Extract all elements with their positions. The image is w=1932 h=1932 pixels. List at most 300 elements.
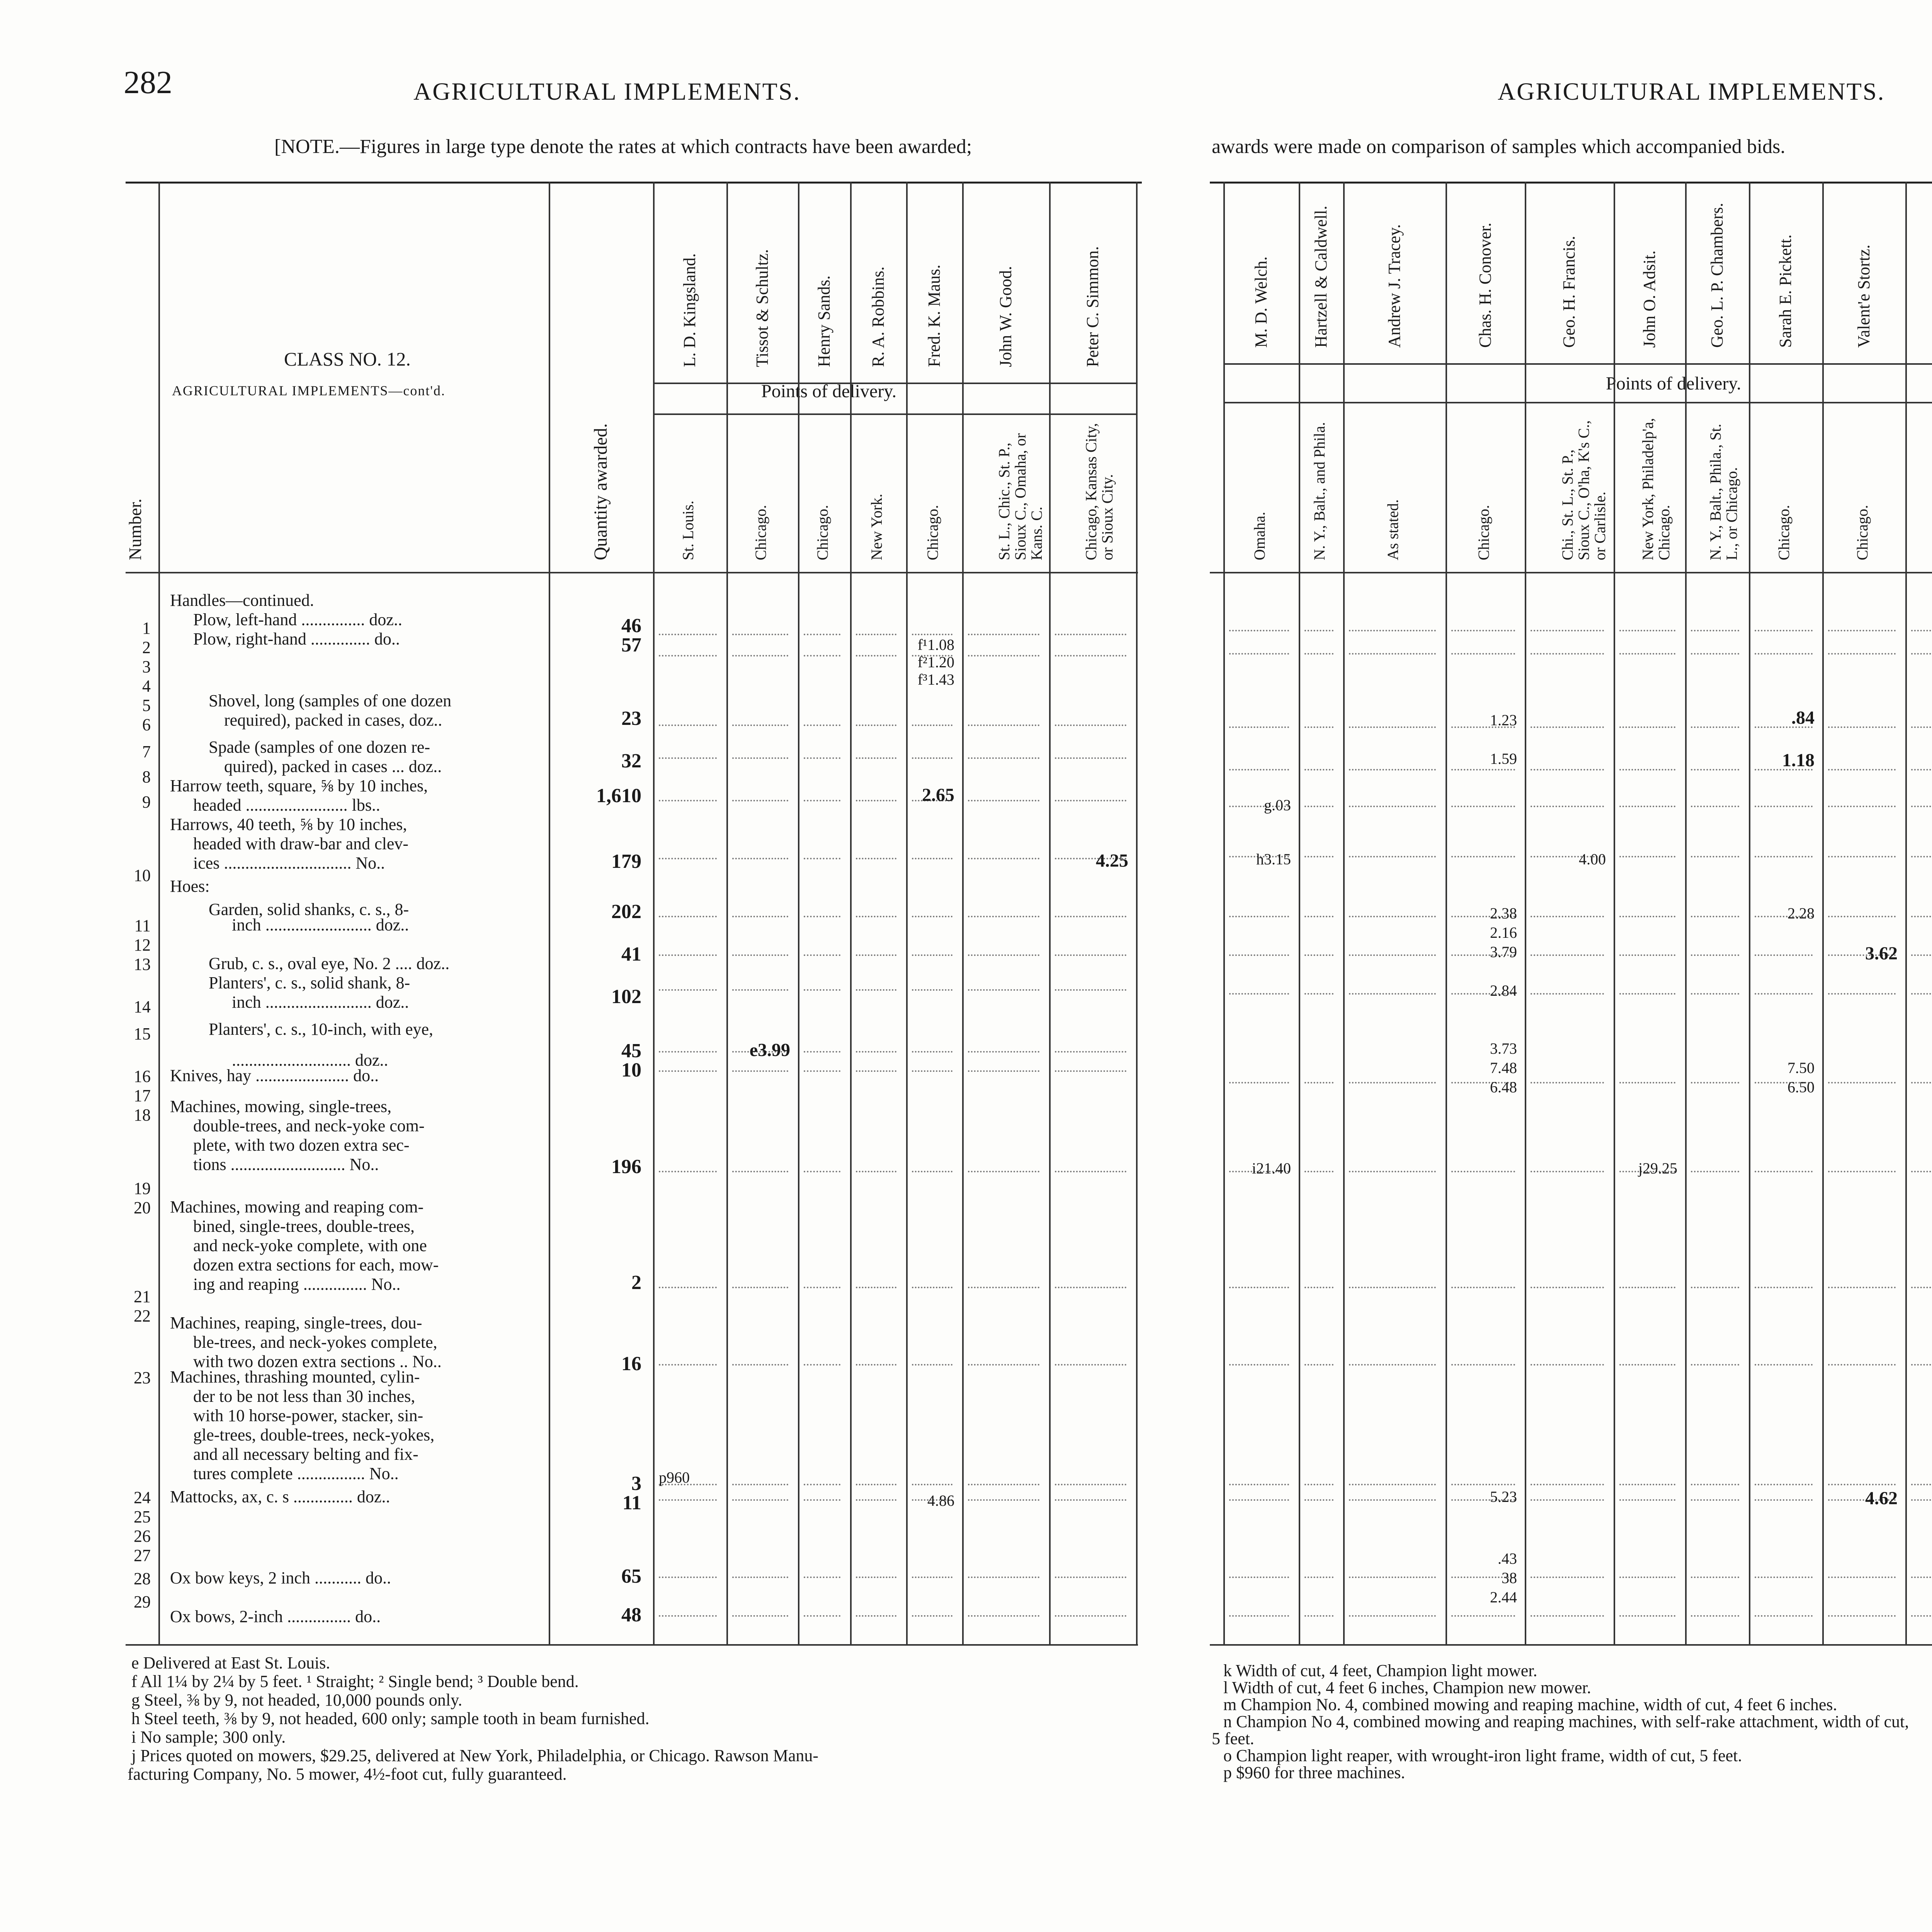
dot-leader bbox=[804, 858, 840, 859]
point-of-delivery: New York, Philadelp'a, Chicago. bbox=[1639, 418, 1673, 560]
dot-leader bbox=[1691, 993, 1739, 995]
bid-value: 1.18 bbox=[1782, 750, 1815, 770]
footnote: m Champion No. 4, combined mowing and reaping machine, width of cut, 4 feet 6 inches. bbox=[1223, 1695, 1837, 1714]
dot-leader bbox=[1691, 1615, 1739, 1617]
quantity-awarded: 196 bbox=[611, 1156, 641, 1178]
dot-leader bbox=[856, 1577, 896, 1578]
row-number: 23 bbox=[134, 1368, 151, 1387]
dot-leader bbox=[659, 1577, 717, 1578]
bid-value: 2.84 bbox=[1490, 982, 1517, 999]
item-description: ble-trees, and neck-yokes complete, bbox=[193, 1333, 437, 1352]
dot-leader bbox=[856, 1499, 896, 1501]
point-of-delivery: As stated. bbox=[1384, 499, 1401, 560]
top-rule bbox=[126, 182, 1142, 184]
dot-leader bbox=[1691, 1484, 1739, 1485]
header-rule bbox=[1223, 402, 1932, 403]
bid-value: 1.23 bbox=[1490, 711, 1517, 729]
bottom-rule bbox=[1210, 1644, 1932, 1646]
dot-leader bbox=[1691, 653, 1739, 655]
bid-value: g.03 bbox=[1264, 796, 1291, 814]
dot-leader bbox=[856, 1615, 896, 1617]
bid-value: 4.25 bbox=[1096, 850, 1128, 871]
dot-leader bbox=[732, 1577, 788, 1578]
row-number: 22 bbox=[134, 1306, 151, 1325]
dot-leader bbox=[968, 1577, 1039, 1578]
bid-value: 3.62 bbox=[1865, 943, 1898, 964]
item-description: tions ........................... No.. bbox=[193, 1155, 379, 1174]
dot-leader bbox=[912, 916, 952, 917]
dot-leader bbox=[912, 1615, 952, 1617]
row-number: 6 bbox=[142, 715, 151, 734]
dot-leader bbox=[912, 1051, 952, 1053]
dot-leader bbox=[804, 1484, 840, 1485]
column-rule bbox=[1223, 182, 1225, 1644]
dot-leader bbox=[1755, 1615, 1813, 1617]
dot-leader bbox=[659, 800, 717, 801]
item-description: Machines, thrashing mounted, cylin- bbox=[170, 1367, 420, 1386]
bid-value bbox=[1905, 1159, 1932, 1177]
dot-leader bbox=[1055, 916, 1126, 917]
row-number: 15 bbox=[134, 1024, 151, 1043]
dot-leader bbox=[1531, 993, 1604, 995]
dot-leader bbox=[1349, 1577, 1436, 1578]
dot-leader bbox=[804, 1051, 840, 1053]
row-number: 20 bbox=[134, 1198, 151, 1217]
bidder-name: R. A. Robbins. bbox=[868, 266, 888, 367]
dot-leader bbox=[968, 954, 1039, 956]
dot-leader bbox=[1229, 1615, 1289, 1617]
dot-leader bbox=[1619, 726, 1675, 728]
bidder-name: Hartzell & Caldwell. bbox=[1311, 206, 1330, 348]
dot-leader bbox=[856, 1364, 896, 1366]
dot-leader bbox=[1349, 726, 1436, 728]
dot-leader bbox=[1304, 1499, 1333, 1501]
item-description: ............................ doz.. bbox=[232, 1051, 388, 1070]
point-of-delivery: Chicago, Kansas City, or Sioux City. bbox=[1082, 423, 1116, 560]
dot-leader bbox=[804, 757, 840, 759]
quantity-awarded: 2 bbox=[631, 1272, 641, 1294]
dot-leader bbox=[732, 1287, 788, 1288]
footnote: o Champion light reaper, with wrought-iron light frame, width of cut, 5 feet. bbox=[1223, 1746, 1742, 1765]
row-number: 21 bbox=[134, 1287, 151, 1306]
item-description: Machines, reaping, single-trees, dou- bbox=[170, 1313, 422, 1332]
bidder-name: John W. Good. bbox=[996, 266, 1015, 367]
dot-leader bbox=[1755, 856, 1813, 857]
dot-leader bbox=[1619, 993, 1675, 995]
dot-leader bbox=[1531, 653, 1604, 655]
dot-leader bbox=[968, 916, 1039, 917]
dot-leader bbox=[1451, 1364, 1515, 1366]
dot-leader bbox=[1304, 1287, 1333, 1288]
dot-leader bbox=[912, 1484, 952, 1485]
dot-leader bbox=[1229, 1484, 1289, 1485]
dot-leader bbox=[804, 634, 840, 635]
dot-leader bbox=[912, 1171, 952, 1172]
dot-leader bbox=[1531, 630, 1604, 631]
dot-leader bbox=[732, 757, 788, 759]
dot-leader bbox=[856, 724, 896, 726]
dot-leader bbox=[1911, 726, 1932, 728]
dot-leader bbox=[1451, 856, 1515, 857]
item-description: Planters', c. s., 10-inch, with eye, bbox=[209, 1020, 434, 1039]
dot-leader bbox=[1055, 634, 1126, 635]
dot-leader bbox=[1531, 1577, 1604, 1578]
bidder-name: Henry Sands. bbox=[814, 275, 833, 367]
dot-leader bbox=[804, 916, 840, 917]
item-description: and neck-yoke complete, with one bbox=[193, 1236, 427, 1255]
point-of-delivery: Chicago. bbox=[1475, 505, 1492, 560]
dot-leader bbox=[804, 1577, 840, 1578]
column-rule bbox=[1136, 182, 1138, 1644]
class-subtitle: AGRICULTURAL IMPLEMENTS—cont'd. bbox=[172, 383, 446, 398]
dot-leader bbox=[1911, 1499, 1932, 1501]
dot-leader bbox=[1055, 1615, 1126, 1617]
bid-value bbox=[1905, 1179, 1932, 1200]
dot-leader bbox=[1911, 954, 1932, 956]
item-description: Ox bow keys, 2 inch ........... do.. bbox=[170, 1568, 391, 1587]
point-of-delivery: Chicago. bbox=[752, 505, 769, 560]
dot-leader bbox=[1531, 1364, 1604, 1366]
dot-leader bbox=[856, 1070, 896, 1072]
dot-leader bbox=[1619, 1615, 1675, 1617]
item-description: Machines, mowing, single-trees, bbox=[170, 1097, 392, 1116]
points-of-delivery: Points of delivery. bbox=[761, 381, 897, 401]
dot-leader bbox=[1691, 726, 1739, 728]
dot-leader bbox=[1055, 1070, 1126, 1072]
dot-leader bbox=[1691, 769, 1739, 770]
row-number: 1 bbox=[142, 619, 151, 638]
point-of-delivery: N. Y., Balt., and Phila. bbox=[1310, 422, 1328, 560]
dot-leader bbox=[1619, 1364, 1675, 1366]
dot-leader bbox=[659, 724, 717, 726]
row-number: 28 bbox=[134, 1569, 151, 1588]
footnote: i No sample; 300 only. bbox=[131, 1728, 286, 1747]
dot-leader bbox=[968, 1051, 1039, 1053]
row-number: 18 bbox=[134, 1105, 151, 1124]
item-description: required), packed in cases, doz.. bbox=[224, 711, 442, 730]
dot-leader bbox=[659, 858, 717, 859]
dot-leader bbox=[732, 724, 788, 726]
dot-leader bbox=[856, 1484, 896, 1485]
bidder-name: M. D. Welch. bbox=[1251, 256, 1270, 348]
dot-leader bbox=[1691, 1287, 1739, 1288]
bid-value bbox=[1905, 1352, 1932, 1374]
bid-value bbox=[1905, 1294, 1932, 1313]
quantity-awarded: 48 bbox=[621, 1604, 641, 1626]
dot-leader bbox=[1828, 653, 1896, 655]
bid-value: 4.62 bbox=[1865, 1488, 1898, 1509]
dot-leader bbox=[804, 954, 840, 956]
dot-leader bbox=[804, 1364, 840, 1366]
item-description: Garden, solid shanks, c. s., 8- bbox=[209, 900, 409, 919]
point-of-delivery: Chicago. bbox=[813, 505, 831, 560]
dot-leader bbox=[1304, 1484, 1333, 1485]
column-rule bbox=[158, 182, 160, 1644]
dot-leader bbox=[804, 800, 840, 801]
footnote: facturing Company, No. 5 mower, 4½-foot cut, fully guaranteed. bbox=[128, 1765, 567, 1784]
dot-leader bbox=[968, 655, 1039, 656]
bidder-name: Geo. L. P. Chambers. bbox=[1707, 202, 1726, 348]
column-rule bbox=[1685, 182, 1687, 1644]
item-description: quired), packed in cases ... doz.. bbox=[224, 757, 442, 776]
dot-leader bbox=[1531, 769, 1604, 770]
item-description: Plow, right-hand .............. do.. bbox=[193, 629, 400, 648]
row-number: 9 bbox=[142, 793, 151, 811]
dot-leader bbox=[732, 1070, 788, 1072]
dot-leader bbox=[968, 1364, 1039, 1366]
dot-leader bbox=[1691, 1364, 1739, 1366]
dot-leader bbox=[1349, 954, 1436, 956]
dot-leader bbox=[1691, 916, 1739, 917]
header-rule bbox=[653, 383, 1136, 384]
dot-leader bbox=[1828, 806, 1896, 807]
bid-value: 2.28 bbox=[1787, 905, 1815, 922]
dot-leader bbox=[1911, 806, 1932, 807]
dot-leader bbox=[912, 858, 952, 859]
dot-leader bbox=[732, 858, 788, 859]
header-rule bbox=[126, 572, 1138, 573]
dot-leader bbox=[1304, 769, 1333, 770]
dot-leader bbox=[1619, 1082, 1675, 1083]
item-description: double-trees, and neck-yoke com- bbox=[193, 1116, 425, 1135]
dot-leader bbox=[732, 1171, 788, 1172]
dot-leader bbox=[659, 757, 717, 759]
item-description: dozen extra sections for each, mow- bbox=[193, 1255, 439, 1274]
dot-leader bbox=[1755, 1364, 1813, 1366]
dot-leader bbox=[1755, 1287, 1813, 1288]
dot-leader bbox=[1755, 653, 1813, 655]
item-description: Plow, left-hand ............... doz.. bbox=[193, 610, 402, 629]
dot-leader bbox=[804, 1070, 840, 1072]
point-of-delivery: N. Y., Balt., Phila., St. L., or Chicago. bbox=[1706, 423, 1740, 560]
item-description: inch ......................... doz.. bbox=[232, 915, 409, 934]
row-number: 2 bbox=[142, 638, 151, 657]
bid-value: 2.65 bbox=[922, 785, 954, 805]
dot-leader bbox=[732, 989, 788, 991]
column-rule bbox=[1343, 182, 1345, 1644]
dot-leader bbox=[732, 1499, 788, 1501]
row-number: 26 bbox=[134, 1527, 151, 1546]
dot-leader bbox=[1304, 1577, 1333, 1578]
footnote: p $960 for three machines. bbox=[1223, 1763, 1405, 1782]
dot-leader bbox=[912, 1577, 952, 1578]
column-rule bbox=[726, 182, 728, 1644]
dot-leader bbox=[1304, 653, 1333, 655]
dot-leader bbox=[1229, 954, 1289, 956]
dot-leader bbox=[1229, 1082, 1289, 1083]
dot-leader bbox=[1691, 1577, 1739, 1578]
dot-leader bbox=[1531, 954, 1604, 956]
dot-leader bbox=[659, 1615, 717, 1617]
dot-leader bbox=[1619, 653, 1675, 655]
dot-leader bbox=[856, 1287, 896, 1288]
bid-value: i21.40 bbox=[1252, 1160, 1291, 1177]
dot-leader bbox=[659, 1070, 717, 1072]
item-description: inch ......................... doz.. bbox=[232, 993, 409, 1012]
bid-value: 6.48 bbox=[1490, 1078, 1517, 1096]
dot-leader bbox=[659, 1171, 717, 1172]
dot-leader bbox=[1055, 724, 1126, 726]
bid-value: 38 bbox=[1502, 1569, 1517, 1587]
dot-leader bbox=[1755, 1171, 1813, 1172]
dot-leader bbox=[1531, 1499, 1604, 1501]
dot-leader bbox=[856, 757, 896, 759]
dot-leader bbox=[1531, 916, 1604, 917]
quantity-awarded: 10 bbox=[621, 1059, 641, 1081]
dot-leader bbox=[804, 1287, 840, 1288]
dot-leader bbox=[1229, 916, 1289, 917]
dot-leader bbox=[1451, 1171, 1515, 1172]
quantity-awarded: 57 bbox=[621, 634, 641, 656]
dot-leader bbox=[1229, 993, 1289, 995]
footnote: k Width of cut, 4 feet, Champion light mower. bbox=[1223, 1661, 1537, 1680]
bid-value: f¹1.08 bbox=[917, 636, 954, 653]
quantity-header: Quantity awarded. bbox=[590, 423, 611, 560]
dot-leader bbox=[1619, 1484, 1675, 1485]
column-rule bbox=[1049, 182, 1051, 1644]
dot-leader bbox=[856, 858, 896, 859]
dot-leader bbox=[732, 1484, 788, 1485]
bidder-name: John O. Adsit. bbox=[1639, 250, 1659, 348]
quantity-awarded: 3 bbox=[631, 1473, 641, 1495]
dot-leader bbox=[659, 989, 717, 991]
bid-value: .43 bbox=[1498, 1550, 1517, 1567]
bid-value: f³1.43 bbox=[917, 671, 954, 688]
dot-leader bbox=[1828, 1615, 1896, 1617]
item-description: Hoes: bbox=[170, 877, 210, 896]
item-description: Grub, c. s., oval eye, No. 2 .... doz.. bbox=[209, 954, 450, 973]
dot-leader bbox=[912, 1287, 952, 1288]
dot-leader bbox=[1304, 993, 1333, 995]
dot-leader bbox=[1055, 1171, 1126, 1172]
item-description: Ox bows, 2-inch ............... do.. bbox=[170, 1607, 381, 1626]
dot-leader bbox=[1691, 630, 1739, 631]
row-number: 24 bbox=[134, 1488, 151, 1507]
row-number: 5 bbox=[142, 696, 151, 715]
row-number: 7 bbox=[142, 742, 151, 761]
dot-leader bbox=[1911, 769, 1932, 770]
bid-value: 3.73 bbox=[1490, 1040, 1517, 1057]
dot-leader bbox=[1691, 1082, 1739, 1083]
dot-leader bbox=[1229, 630, 1289, 631]
right-page bbox=[1173, 0, 1932, 1932]
dot-leader bbox=[1055, 1287, 1126, 1288]
dot-leader bbox=[1304, 630, 1333, 631]
dot-leader bbox=[1691, 856, 1739, 857]
dot-leader bbox=[804, 724, 840, 726]
bidder-name: Peter C. Simmon. bbox=[1083, 246, 1102, 367]
dot-leader bbox=[1349, 1499, 1436, 1501]
dot-leader bbox=[1531, 726, 1604, 728]
dot-leader bbox=[804, 655, 840, 656]
dot-leader bbox=[856, 1051, 896, 1053]
point-of-delivery: Chi., St. L., St. P., Sioux C., O'ha, K's C., or Carlisle. bbox=[1559, 420, 1609, 560]
column-rule bbox=[1905, 182, 1907, 1644]
dot-leader bbox=[1229, 1499, 1289, 1501]
dot-leader bbox=[1755, 1484, 1813, 1485]
item-description: gle-trees, double-trees, neck-yokes, bbox=[193, 1425, 435, 1444]
row-number: 27 bbox=[134, 1546, 151, 1565]
bidder-name: Geo. H. Francis. bbox=[1560, 236, 1578, 348]
quantity-awarded: 41 bbox=[621, 943, 641, 965]
dot-leader bbox=[804, 1499, 840, 1501]
row-number: 12 bbox=[134, 935, 151, 954]
bid-value: j29.25 bbox=[1638, 1160, 1677, 1177]
dot-leader bbox=[1229, 653, 1289, 655]
dot-leader bbox=[1911, 653, 1932, 655]
dot-leader bbox=[1055, 1364, 1126, 1366]
dot-leader bbox=[1304, 1364, 1333, 1366]
dot-leader bbox=[1349, 769, 1436, 770]
point-of-delivery: Omaha. bbox=[1250, 512, 1268, 560]
dot-leader bbox=[968, 1484, 1039, 1485]
dot-leader bbox=[1911, 1484, 1932, 1485]
dot-leader bbox=[1755, 954, 1813, 956]
quantity-awarded: 202 bbox=[611, 901, 641, 923]
bid-value: .84 bbox=[1791, 707, 1815, 728]
dot-leader bbox=[1828, 856, 1896, 857]
dot-leader bbox=[1304, 856, 1333, 857]
dot-leader bbox=[1451, 806, 1515, 807]
dot-leader bbox=[1828, 993, 1896, 995]
dot-leader bbox=[1531, 1484, 1604, 1485]
dot-leader bbox=[1055, 954, 1126, 956]
item-description: Knives, hay ...................... do.. bbox=[170, 1066, 379, 1085]
bidder-name: Valent'e Stortz. bbox=[1854, 245, 1873, 348]
dot-leader bbox=[1451, 1287, 1515, 1288]
bid-value: 2.16 bbox=[1490, 924, 1517, 941]
dot-leader bbox=[968, 1615, 1039, 1617]
dot-leader bbox=[1619, 806, 1675, 807]
dot-leader bbox=[1229, 1364, 1289, 1366]
dot-leader bbox=[1304, 806, 1333, 807]
footnote: n Champion No 4, combined mowing and reaping machines, with self-rake attachment, width of cut, bbox=[1223, 1712, 1909, 1731]
dot-leader bbox=[1828, 726, 1896, 728]
dot-leader bbox=[1828, 769, 1896, 770]
dot-leader bbox=[659, 916, 717, 917]
bid-value bbox=[1905, 1275, 1932, 1296]
footnote: h Steel teeth, ⅜ by 9, not headed, 600 only; sample tooth in beam furnished. bbox=[131, 1709, 650, 1728]
dot-leader bbox=[1055, 757, 1126, 759]
dot-leader bbox=[732, 800, 788, 801]
point-of-delivery: New York. bbox=[867, 493, 885, 560]
dot-leader bbox=[1619, 1499, 1675, 1501]
points-of-delivery: Points of delivery. bbox=[1606, 373, 1742, 394]
note: [NOTE.—Figures in large type denote the rates at which contracts have been awarded; bbox=[274, 136, 972, 158]
bid-value: 7.48 bbox=[1490, 1059, 1517, 1077]
row-number: 29 bbox=[134, 1592, 151, 1611]
point-of-delivery: Chicago. bbox=[1853, 505, 1871, 560]
quantity-awarded: 45 bbox=[621, 1040, 641, 1062]
bidder-name: Fred. K. Maus. bbox=[924, 264, 944, 367]
bottom-rule bbox=[126, 1644, 1138, 1646]
dot-leader bbox=[1304, 954, 1333, 956]
row-number: 11 bbox=[134, 916, 151, 935]
item-description: Harrows, 40 teeth, ⅝ by 10 inches, bbox=[170, 815, 407, 834]
footnote: j Prices quoted on mowers, $29.25, delivered at New York, Philadelphia, or Chicago. Rawson Manu- bbox=[131, 1746, 819, 1765]
bid-value: f²1.20 bbox=[917, 653, 954, 671]
bid-value: 3.79 bbox=[1490, 943, 1517, 961]
column-rule bbox=[906, 182, 908, 1644]
point-of-delivery: St. L., Chic., St. P., Sioux C., Omaha, or Kans. C. bbox=[995, 433, 1045, 560]
header-rule bbox=[1223, 363, 1932, 365]
number-header: Number. bbox=[125, 498, 145, 560]
dot-leader bbox=[1304, 1615, 1333, 1617]
dot-leader bbox=[1619, 1287, 1675, 1288]
dot-leader bbox=[1911, 1615, 1932, 1617]
dot-leader bbox=[912, 634, 952, 635]
point-of-delivery: St. Louis. bbox=[679, 500, 697, 560]
